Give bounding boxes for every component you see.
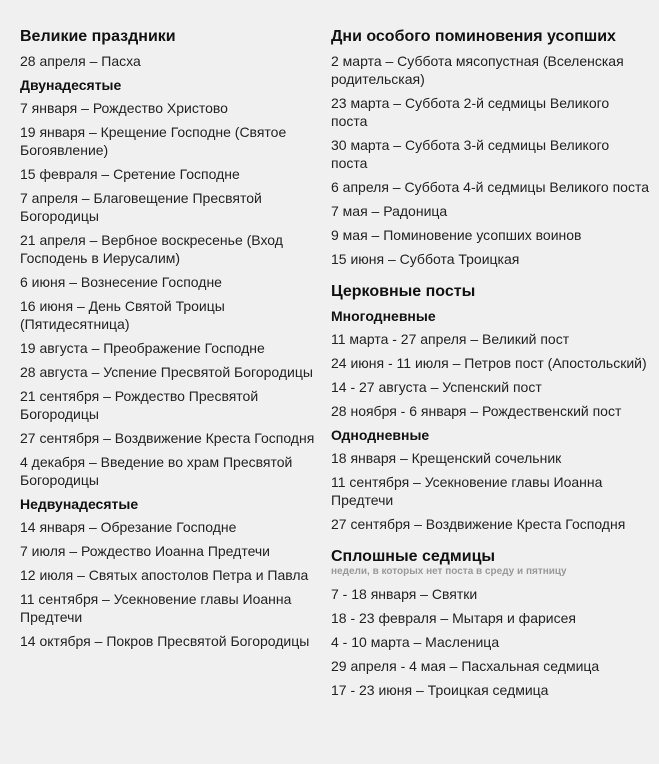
list-item: 11 марта - 27 апреля – Великий пост — [331, 331, 570, 347]
list-item: 4 - 10 марта – Масленица — [331, 634, 500, 650]
list-item: 7 мая – Радоница — [331, 203, 448, 219]
continuous-weeks-heading: Сплошные седмицы — [331, 548, 496, 565]
multi-day-fasts-heading: Многодневные — [331, 308, 436, 324]
list-item: 6 июня – Вознесение Господне — [20, 274, 222, 290]
list-item: 7 апреля – Благовещение Пресвятой Богородицы — [20, 190, 262, 224]
single-day-fasts-heading: Однодневные — [331, 427, 430, 443]
list-item: 21 апреля – Вербное воскресенье (Вход Господень в Иерусалим) — [20, 232, 283, 266]
list-item: 27 сентября – Воздвижение Креста Господня — [20, 430, 315, 446]
list-item: 11 сентября – Усекновение главы Иоанна Предтечи — [20, 591, 292, 625]
list-item: 19 января – Крещение Господне (Святое Богоявление) — [20, 124, 287, 158]
list-item: 29 апреля - 4 мая – Пасхальная седмица — [331, 658, 600, 674]
list-item: 9 мая – Поминовение усопших воинов — [331, 227, 582, 243]
church-fasts-heading: Церковные посты — [331, 283, 476, 300]
list-item: 14 января – Обрезание Господне — [20, 519, 237, 535]
list-item: 21 сентября – Рождество Пресвятой Богородицы — [20, 388, 259, 422]
list-item: 15 июня – Суббота Троицкая — [331, 251, 520, 267]
list-item: 4 декабря – Введение во храм Пресвятой Богородицы — [20, 454, 293, 488]
list-item: 7 января – Рождество Христово — [20, 100, 228, 116]
list-item: 7 - 18 января – Святки — [331, 586, 478, 602]
continuous-weeks-note: недели, в которых нет поста в среду и пятницу — [331, 566, 567, 577]
list-item: 19 августа – Преображение Господне — [20, 340, 265, 356]
twelve-feasts-heading: Двунадесятые — [20, 77, 122, 93]
list-item: 24 июня - 11 июля – Петров пост (Апостольский) — [331, 355, 647, 371]
list-item: 28 ноября - 6 января – Рождественский пост — [331, 403, 622, 419]
remembrance-days-heading: Дни особого поминовения усопших — [331, 28, 616, 45]
list-item: 30 марта – Суббота 3-й седмицы Великого поста — [331, 137, 610, 171]
list-item: 16 июня – День Святой Троицы (Пятидесятница) — [20, 298, 225, 332]
great-feasts-heading: Великие праздники — [20, 28, 176, 45]
list-item: 14 октября – Покров Пресвятой Богородицы — [20, 633, 310, 649]
list-item: 27 сентября – Воздвижение Креста Господня — [331, 516, 626, 532]
list-item: 28 августа – Успение Пресвятой Богородицы — [20, 364, 313, 380]
left-column — [20, 27, 316, 656]
list-item: 18 - 23 февраля – Мытаря и фарисея — [331, 610, 576, 626]
list-item: 18 января – Крещенский сочельник — [331, 450, 562, 466]
list-item: 12 июля – Святых апостолов Петра и Павла — [20, 567, 309, 583]
list-item: 6 апреля – Суббота 4-й седмицы Великого поста — [331, 179, 650, 195]
list-item: 15 февраля – Сретение Господне — [20, 166, 240, 182]
list-item: 17 - 23 июня – Троицкая седмица — [331, 682, 549, 698]
list-item: 23 марта – Суббота 2-й седмицы Великого поста — [331, 95, 610, 129]
list-item: 28 апреля – Пасха — [20, 53, 141, 69]
list-item: 14 - 27 августа – Успенский пост — [331, 379, 542, 395]
list-item: 2 марта – Суббота мясопустная (Вселенская родительская) — [331, 53, 624, 87]
right-column — [331, 27, 649, 705]
list-item: 11 сентября – Усекновение главы Иоанна Предтечи — [331, 474, 603, 508]
list-item: 7 июля – Рождество Иоанна Предтечи — [20, 543, 271, 559]
non-twelve-feasts-heading: Недвунадесятые — [20, 496, 139, 512]
